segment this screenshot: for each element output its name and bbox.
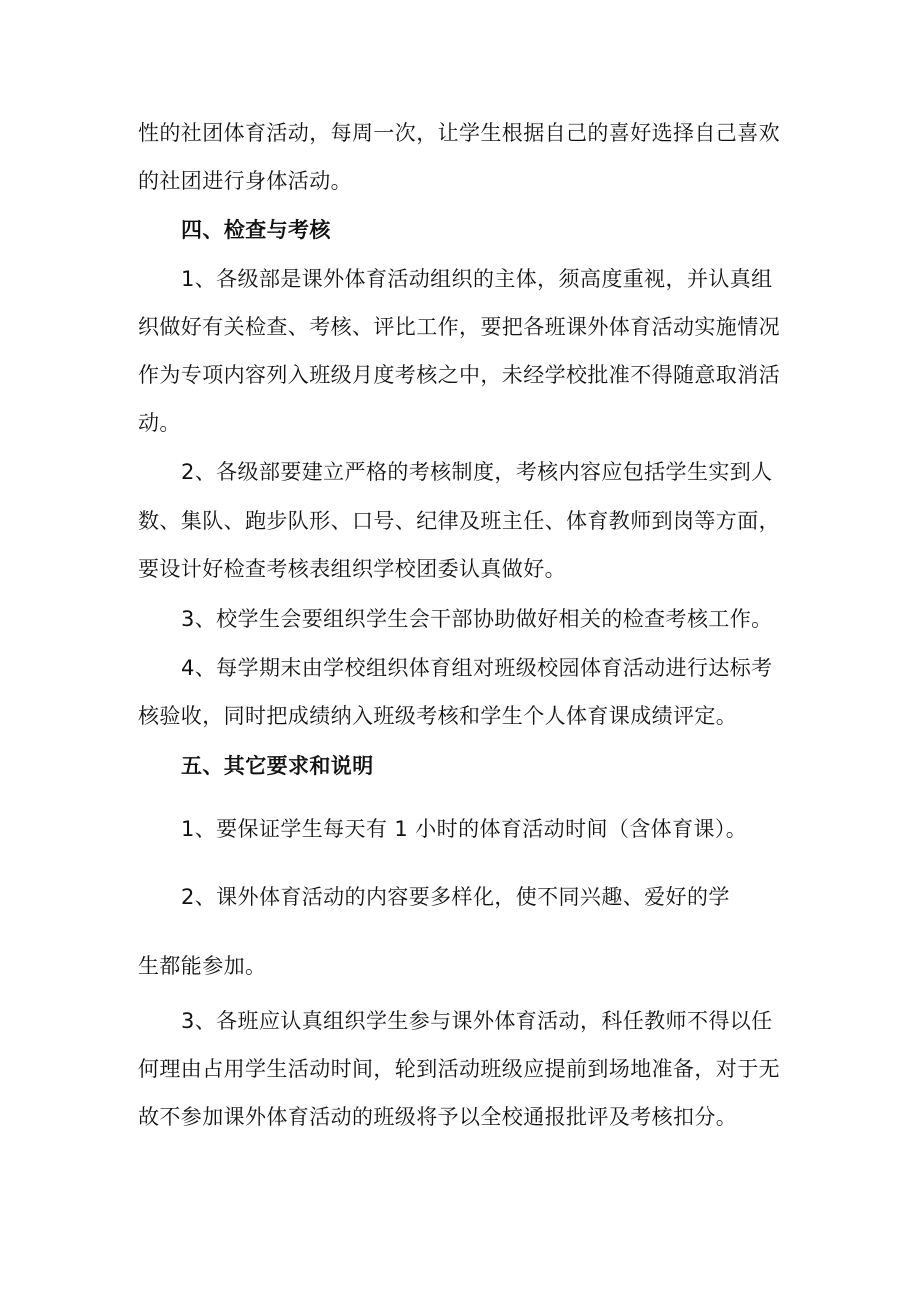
paragraph-line: 1、各级部是课外体育活动组织的主体，须高度重视，并认真组 (181, 267, 773, 291)
paragraph-line: 要设计好检查考核表组织学校团委认真做好。 (138, 557, 566, 581)
paragraph-line: 2、各级部要建立严格的考核制度，考核内容应包括学生实到人 (181, 460, 773, 484)
paragraph-line: 2、课外体育活动的内容要多样化，使不同兴趣、爱好的学 (181, 885, 730, 909)
paragraph-line: 性的社团体育活动，每周一次，让学生根据自己的喜好选择自己喜欢 (138, 121, 780, 145)
paragraph-line: 4、每学期末由学校组织体育组对班级校园体育活动进行达标考 (181, 656, 773, 680)
paragraph-line: 3、各班应认真组织学生参与课外体育活动，科任教师不得以任 (181, 1009, 773, 1033)
paragraph-line: 织做好有关检查、考核、评比工作，要把各班课外体育活动实施情况 (138, 315, 780, 339)
paragraph-line: 数、集队、跑步队形、口号、纪律及班主任、体育教师到岗等方面， (138, 509, 780, 533)
paragraph-line: 动。 (138, 411, 181, 435)
section-heading-5: 五、其它要求和说明 (181, 754, 374, 778)
section-heading-4: 四、检查与考核 (181, 218, 331, 242)
paragraph-line: 故不参加课外体育活动的班级将予以全校通报批评及考核扣分。 (138, 1105, 738, 1129)
paragraph-line: 1、要保证学生每天有 1 小时的体育活动时间（含体育课）。 (181, 817, 748, 841)
paragraph-line: 3、校学生会要组织学生会干部协助做好相关的检查考核工作。 (181, 607, 773, 631)
paragraph-line: 的社团进行身体活动。 (138, 169, 352, 193)
paragraph-line: 作为专项内容列入班级月度考核之中，未经学校批准不得随意取消活 (138, 363, 780, 387)
paragraph-line: 生都能参加。 (138, 954, 267, 978)
paragraph-line: 核验收，同时把成绩纳入班级考核和学生个人体育课成绩评定。 (138, 704, 738, 728)
paragraph-line: 何理由占用学生活动时间，轮到活动班级应提前到场地准备，对于无 (138, 1057, 780, 1081)
